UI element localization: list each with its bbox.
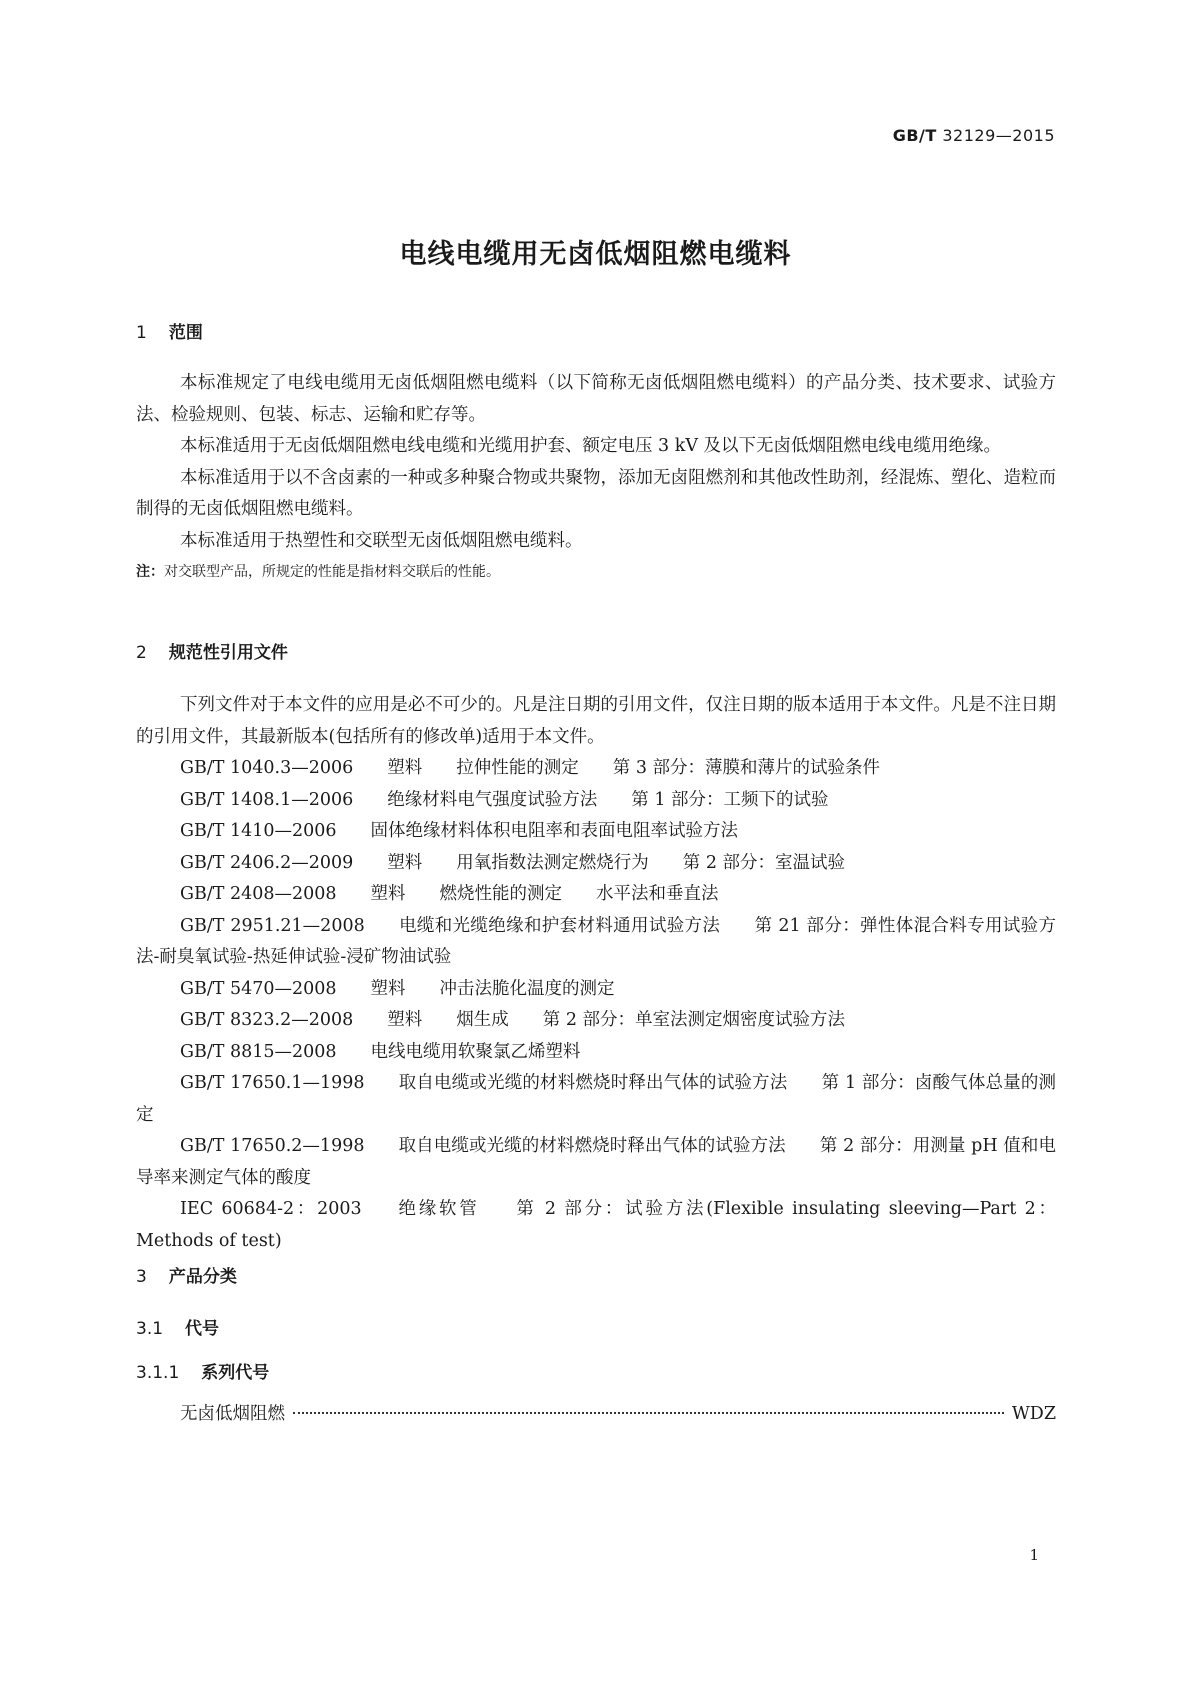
- section-number: 3: [136, 1267, 147, 1287]
- reference-title-part: 电线电缆用软聚氯乙烯塑料: [370, 1041, 581, 1062]
- section-number: 3.1: [136, 1319, 164, 1339]
- reference-code: GB/T 5470—2008: [180, 978, 337, 999]
- series-code-row: [180, 1400, 1056, 1425]
- reference-item: [136, 816, 1056, 848]
- reference-title-part: 塑料: [387, 758, 423, 778]
- paragraph: 下列文件对于本文件的应用是必不可少的。凡是注日期的引用文件，仅注日期的版本适用于本文件。凡是不注日期的引用文件，其最新版本(包括所有的修改单)适用于本文件。: [136, 695, 1056, 747]
- standard-number: 32129—2015: [942, 126, 1055, 145]
- reference-item: [136, 1037, 1056, 1069]
- note-text: 对交联型产品，所规定的性能是指材料交联后的性能。: [164, 564, 500, 580]
- section-title: 范围: [168, 323, 203, 343]
- reference-title-part: 第 2 部分：单室法测定烟密度试验方法: [542, 1010, 846, 1030]
- reference-code: GB/T 17650.1—1998: [180, 1073, 365, 1093]
- section-title: 规范性引用文件: [168, 643, 288, 663]
- section-2-heading: [136, 638, 288, 663]
- reference-title-part: 第 1 部分：卤酸气体总量的测定: [136, 1073, 1057, 1125]
- paragraph: 本标准适用于热塑性和交联型无卤低烟阻燃电缆料。: [180, 530, 583, 551]
- reference-title-part: 第 1 部分：工频下的试验: [631, 789, 829, 810]
- section-number: 2: [136, 643, 147, 663]
- reference-item: [136, 1005, 1056, 1037]
- reference-title-part: 第 2 部分：用测量 pH 值和电导率来测定气体的酸度: [136, 1136, 1057, 1188]
- reference-code: GB/T 1040.3—2006: [180, 758, 354, 778]
- standard-prefix: GB/T: [892, 126, 937, 145]
- note-label: 注：: [136, 564, 164, 580]
- reference-title-part: 冲击法脆化温度的测定: [439, 978, 615, 999]
- section-3-heading: [136, 1262, 237, 1287]
- reference-list: [136, 753, 1056, 1257]
- reference-item: [136, 848, 1056, 880]
- reference-item: [136, 879, 1056, 911]
- reference-title-part: 燃烧性能的测定: [439, 884, 563, 904]
- reference-code: GB/T 2406.2—2009: [180, 852, 354, 873]
- reference-title-part: 塑料: [387, 1010, 423, 1030]
- reference-code: GB/T 8323.2—2008: [180, 1010, 354, 1030]
- document-title: 电线电缆用无卤低烟阻燃电缆料: [399, 239, 792, 270]
- reference-title-part: 第 3 部分：薄膜和薄片的试验条件: [612, 758, 881, 778]
- section-title: 系列代号: [201, 1363, 270, 1383]
- paragraph: 本标准规定了电线电缆用无卤低烟阻燃电缆料（以下简称无卤低烟阻燃电缆料）的产品分类、技术要求、试验方法、检验规则、包装、标志、运输和贮存等。: [136, 373, 1056, 425]
- reference-item: [136, 1068, 1056, 1131]
- page-number: 1: [1029, 1546, 1039, 1564]
- section-number: 3.1.1: [136, 1363, 180, 1383]
- section-title: 产品分类: [168, 1267, 237, 1287]
- reference-code: GB/T 2408—2008: [180, 884, 337, 904]
- reference-item: [136, 974, 1056, 1006]
- reference-item: [136, 911, 1056, 974]
- section-3-1-1-heading: [136, 1358, 269, 1383]
- reference-code: GB/T 1408.1—2006: [180, 789, 354, 810]
- reference-title-part: 第 21 部分：弹性体混合料专用试验方法-耐臭氧试验-热延伸试验-浸矿物油试验: [136, 915, 1056, 967]
- standard-code: [893, 126, 1055, 145]
- series-code-label: 无卤低烟阻燃: [180, 1404, 285, 1424]
- reference-title-part: 第 2 部分：试验方法(Flexible insulating sleeving—Part 2：Methods of test): [136, 1199, 1056, 1251]
- reference-code: IEC 60684-2：2003: [180, 1199, 362, 1219]
- reference-title-part: 绝缘软管: [395, 1199, 480, 1219]
- reference-title-part: 取自电缆或光缆的材料燃烧时释出气体的试验方法: [398, 1136, 786, 1156]
- reference-code: GB/T 17650.2—1998: [180, 1136, 365, 1156]
- reference-title-part: 第 2 部分：室温试验: [682, 852, 846, 873]
- reference-title-part: 塑料: [387, 852, 423, 873]
- reference-code: GB/T 2951.21—2008: [180, 915, 365, 936]
- reference-title-part: 塑料: [370, 884, 406, 904]
- reference-code: GB/T 8815—2008: [180, 1041, 337, 1062]
- reference-item: [136, 1194, 1056, 1257]
- reference-title-part: 水平法和垂直法: [596, 884, 719, 904]
- reference-item: [136, 753, 1056, 785]
- reference-code: GB/T 1410—2006: [180, 821, 337, 841]
- reference-title-part: 烟生成: [456, 1010, 509, 1030]
- section-2-body: [136, 690, 1056, 1257]
- paragraph: 本标准适用于以不含卤素的一种或多种聚合物或共聚物，添加无卤阻燃剂和其他改性助剂，经混炼、塑化、造粒而制得的无卤低烟阻燃电缆料。: [136, 467, 1056, 519]
- dot-leader: [293, 1412, 1004, 1414]
- reference-title-part: 取自电缆或光缆的材料燃烧时释出气体的试验方法: [398, 1073, 788, 1093]
- section-title: 代号: [185, 1319, 220, 1339]
- section-1-heading: [136, 318, 203, 343]
- section-number: 1: [136, 323, 147, 343]
- reference-title-part: 拉伸性能的测定: [456, 758, 579, 778]
- paragraph: 本标准适用于无卤低烟阻燃电线电缆和光缆用护套、额定电压 3 kV 及以下无卤低烟阻燃电线电缆用绝缘。: [180, 436, 1002, 456]
- reference-title-part: 电缆和光缆绝缘和护套材料通用试验方法: [398, 915, 721, 936]
- reference-item: [136, 1131, 1056, 1194]
- reference-title-part: 用氧指数法测定燃烧行为: [456, 852, 649, 873]
- reference-title-part: 绝缘材料电气强度试验方法: [387, 789, 598, 810]
- section-1-body: [136, 368, 1056, 587]
- note: [136, 557, 1056, 587]
- series-code-value: WDZ: [1011, 1404, 1056, 1424]
- reference-title-part: 固体绝缘材料体积电阻率和表面电阻率试验方法: [370, 821, 739, 841]
- reference-item: [136, 785, 1056, 817]
- section-3-1-heading: [136, 1314, 219, 1339]
- reference-title-part: 塑料: [370, 978, 406, 999]
